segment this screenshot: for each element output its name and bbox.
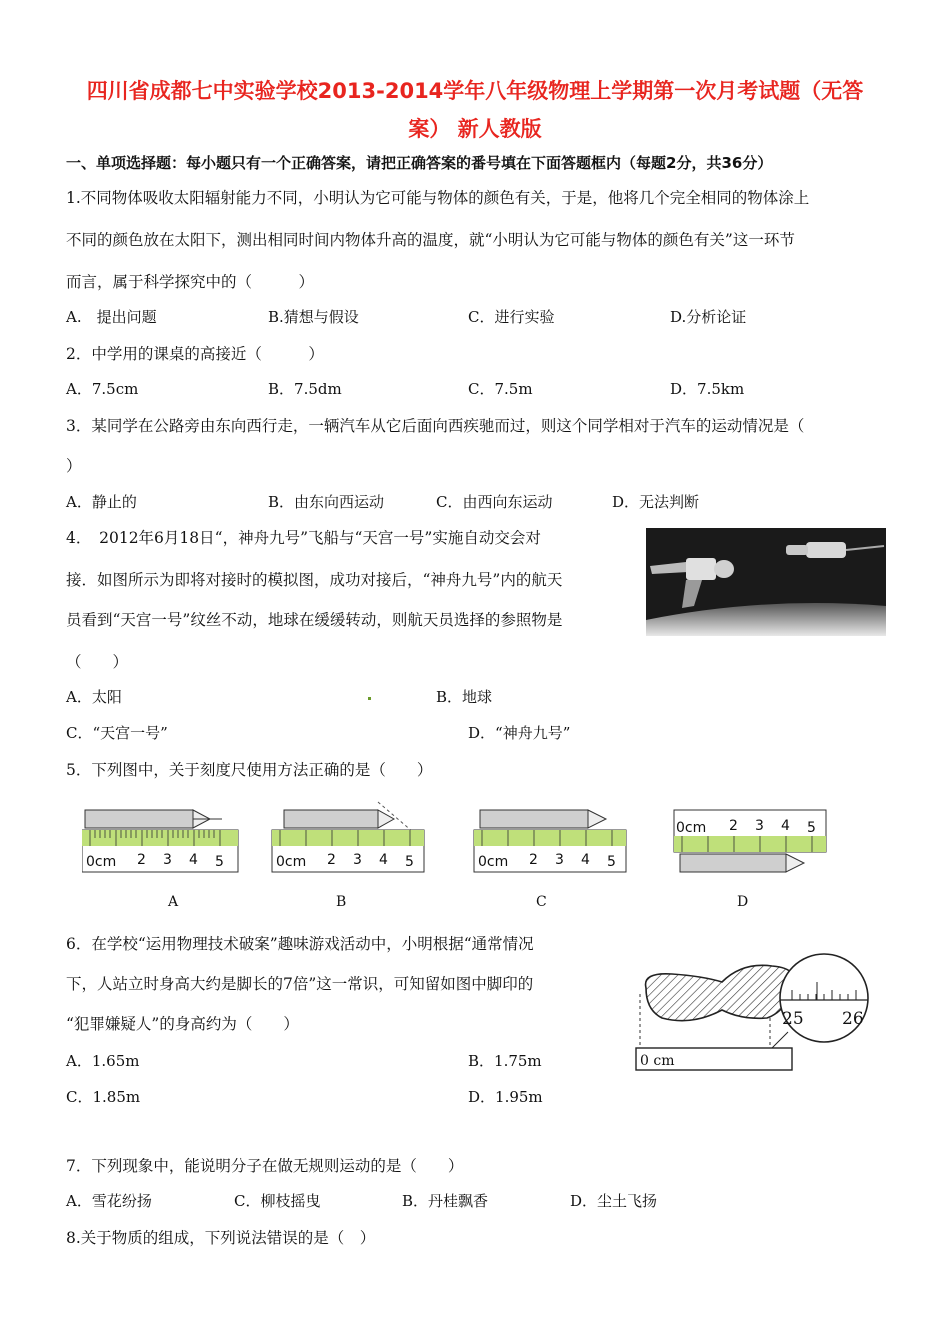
q4-option-c: C．“天宫一号” xyxy=(66,724,168,742)
q3-option-d: D．无法判断 xyxy=(612,493,700,511)
docking-spacecraft-image xyxy=(646,528,886,636)
section-heading: 一、单项选择题：每小题只有一个正确答案，请把正确答案的番号填在下面答题框内（每题2分，共36分） xyxy=(66,154,773,172)
ruler-a-tick-2: 2 xyxy=(137,852,146,868)
q2-option-d: D．7.5km xyxy=(670,380,745,398)
q3-line2: ） xyxy=(66,457,82,475)
q7-line1: 7．下列现象中，能说明分子在做无规则运动的是（ ） xyxy=(66,1157,464,1175)
ruler-a-tick-4: 4 xyxy=(189,852,198,868)
q6-line3: “犯罪嫌疑人”的身高约为（ ） xyxy=(66,1015,299,1033)
q8-line1: 8.关于物质的组成，下列说法错误的是（ ） xyxy=(66,1229,376,1247)
ruler-c-tick-5: 5 xyxy=(607,854,616,870)
q6-option-c: C．1.85m xyxy=(66,1088,141,1106)
doc-title-line2: 案） 新人教版 xyxy=(408,117,542,141)
q7-option-3: B．丹桂飘香 xyxy=(402,1192,489,1210)
q3-line1: 3．某同学在公路旁由东向西行走，一辆汽车从它后面向西疾驰而过，则这个同学相对于汽车的运动情况是（ xyxy=(66,417,805,435)
ruler-c-tick-4: 4 xyxy=(581,852,590,868)
q4-line2: 接．如图所示为即将对接时的模拟图，成功对接后，“神舟九号”内的航天 xyxy=(66,571,563,589)
ruler-b-tick-0: 0cm xyxy=(276,854,307,870)
q5-caption-c: C xyxy=(536,894,547,910)
q5-caption-d: D xyxy=(737,894,749,910)
q2-option-c: C．7.5m xyxy=(468,380,533,398)
footprint-figure xyxy=(632,944,882,1074)
stray-dot xyxy=(368,697,371,700)
q1-option-b: B.猜想与假设 xyxy=(268,308,359,326)
q4-line1: 4． 2012年6月18日“，神舟九号”飞船与“天宫一号”实施自动交会对 xyxy=(66,529,541,547)
q1-line2: 不同的颜色放在太阳下，测出相同时间内物体升高的温度，就“小明认为它可能与物体的颜色有关”这一环节 xyxy=(66,231,795,249)
q4-line4: （ ） xyxy=(66,653,129,671)
q1-option-a: A. 提出问题 xyxy=(66,308,157,326)
q7-option-4: D．尘土飞扬 xyxy=(570,1192,658,1210)
q1-option-c: C．进行实验 xyxy=(468,308,555,326)
ruler-d-tick-4: 4 xyxy=(781,818,790,834)
q2-line1: 2．中学用的课桌的高接近（ ） xyxy=(66,345,324,363)
q7-option-1: A．雪花纷扬 xyxy=(66,1192,152,1210)
q6-option-a: A．1.65m xyxy=(66,1052,140,1070)
q5-line1: 5．下列图中，关于刻度尺使用方法正确的是（ ） xyxy=(66,761,433,779)
ruler-b-tick-4: 4 xyxy=(379,852,388,868)
ruler-c-tick-0: 0cm xyxy=(478,854,509,870)
ruler-b-tick-2: 2 xyxy=(327,852,336,868)
q6-option-b: B．1.75m xyxy=(468,1052,542,1070)
doc-title-line1: 四川省成都七中实验学校2013-2014学年八年级物理上学期第一次月考试题（无答 xyxy=(86,79,864,103)
ruler-b-tick-5: 5 xyxy=(405,854,414,870)
q3-option-c: C．由西向东运动 xyxy=(436,493,553,511)
q4-option-a: A．太阳 xyxy=(66,688,122,706)
ruler-a-tick-5: 5 xyxy=(215,854,224,870)
q4-option-d: D．“神舟九号” xyxy=(468,724,571,742)
ruler-figure-c xyxy=(472,806,632,874)
ruler-d-tick-5: 5 xyxy=(807,820,816,836)
q1-line3: 而言，属于科学探究中的（ ） xyxy=(66,273,315,291)
q4-line3: 员看到“天宫一号”纹丝不动，地球在缓缓转动，则航天员选择的参照物是 xyxy=(66,611,563,629)
q4-option-b: B．地球 xyxy=(436,688,493,706)
ruler-a-tick-0: 0cm xyxy=(86,854,117,870)
q5-caption-b: B xyxy=(336,894,347,910)
fig-label-26: 26 xyxy=(842,1009,864,1029)
q1-line1: 1.不同物体吸收太阳辐射能力不同，小明认为它可能与物体的颜色有关，于是，他将几个完全相同的物体涂上 xyxy=(66,189,810,207)
ruler-figure-a xyxy=(82,806,242,874)
q2-option-b: B．7.5dm xyxy=(268,380,342,398)
q6-line2: 下，人站立时身高大约是脚长的7倍”这一常识，可知留如图中脚印的 xyxy=(66,975,534,993)
q6-option-d: D．1.95m xyxy=(468,1088,543,1106)
q7-option-2: C．柳枝摇曳 xyxy=(234,1192,321,1210)
q3-option-b: B．由东向西运动 xyxy=(268,493,385,511)
fig-label-zero: 0 cm xyxy=(640,1053,675,1069)
q2-option-a: A．7.5cm xyxy=(66,380,139,398)
q6-line1: 6．在学校“运用物理技术破案”趣味游戏活动中，小明根据“通常情况 xyxy=(66,935,534,953)
ruler-b-tick-3: 3 xyxy=(353,852,362,868)
q1-option-d: D.分析论证 xyxy=(670,308,747,326)
fig-label-25: 25 xyxy=(782,1009,804,1029)
q3-option-a: A．静止的 xyxy=(66,493,137,511)
q5-caption-a: A xyxy=(168,894,179,910)
ruler-d-tick-3: 3 xyxy=(755,818,764,834)
ruler-a-tick-3: 3 xyxy=(163,852,172,868)
ruler-c-tick-3: 3 xyxy=(555,852,564,868)
ruler-figure-d xyxy=(672,808,832,878)
ruler-d-tick-0: 0cm xyxy=(676,820,707,836)
ruler-c-tick-2: 2 xyxy=(529,852,538,868)
ruler-d-tick-2: 2 xyxy=(729,818,738,834)
ruler-figure-b xyxy=(270,800,430,874)
